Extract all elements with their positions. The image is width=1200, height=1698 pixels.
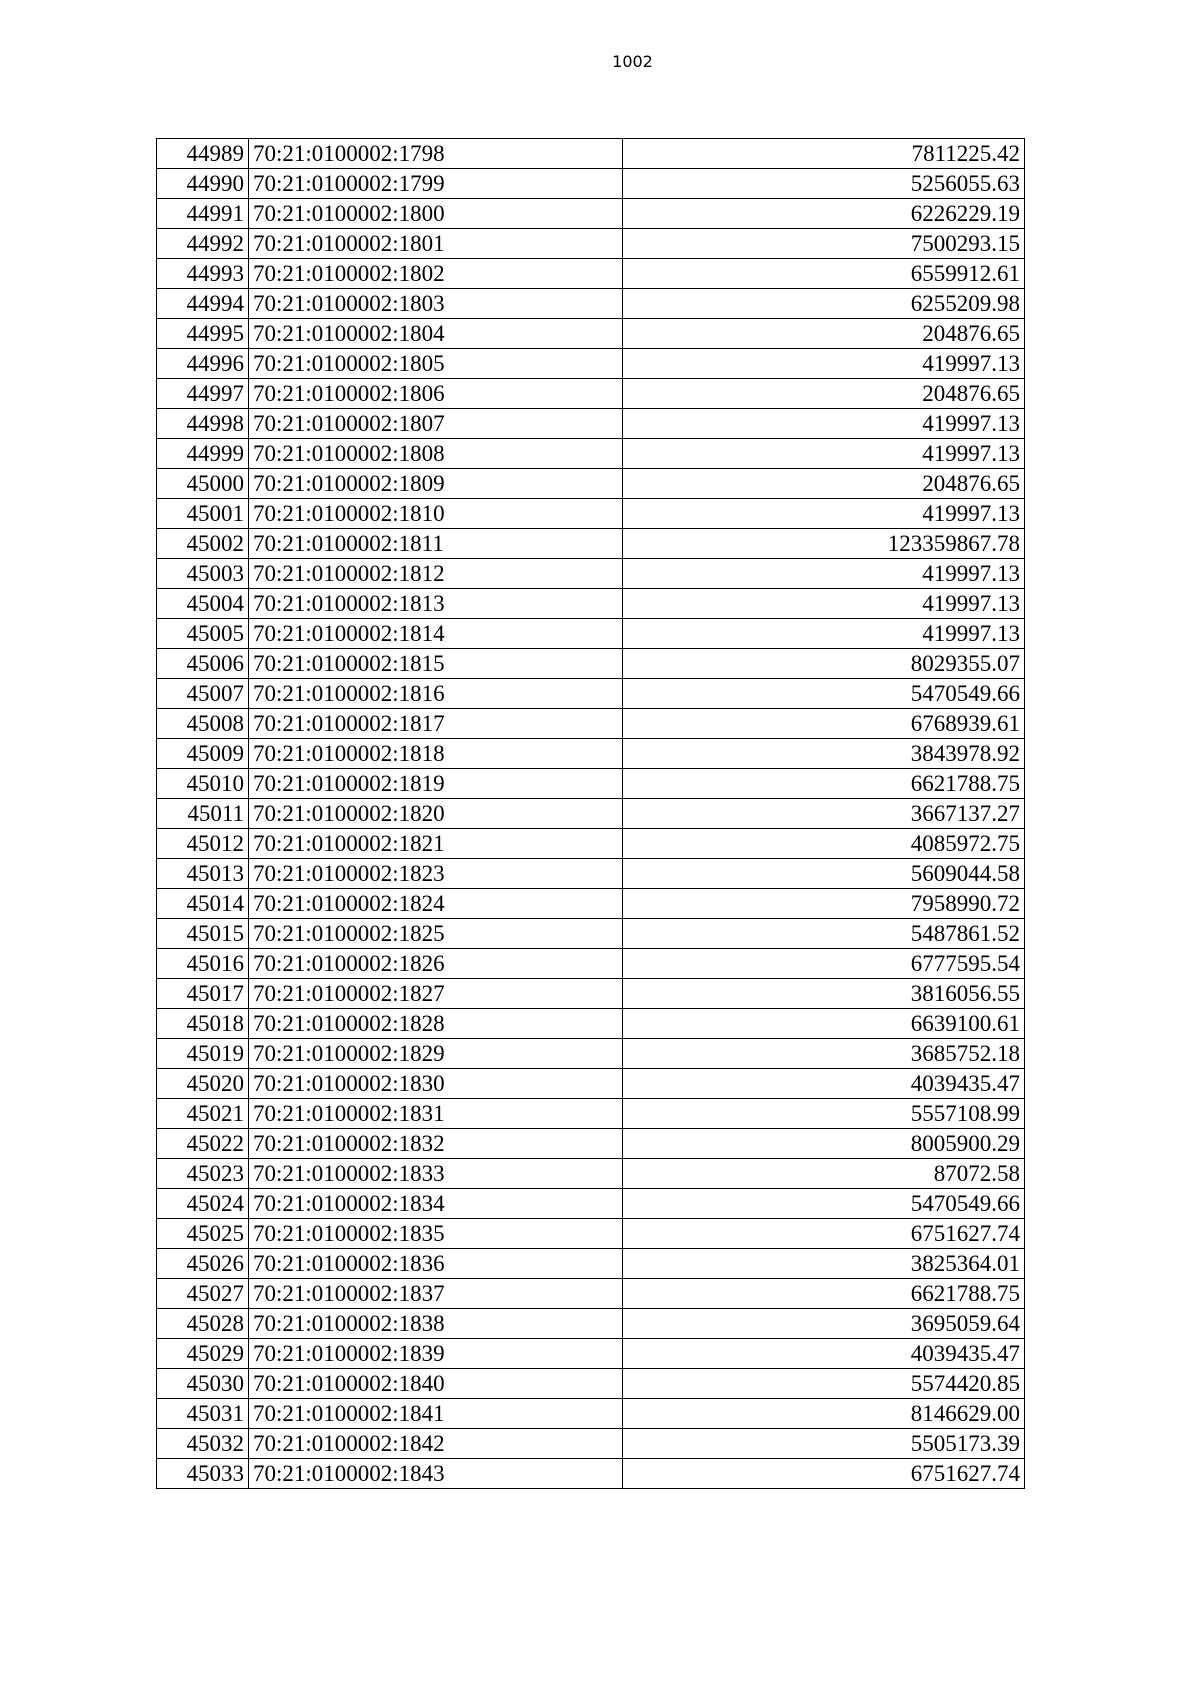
cadastral-number-cell: 70:21:0100002:1840 xyxy=(249,1369,623,1399)
cadastral-number-cell: 70:21:0100002:1820 xyxy=(249,799,623,829)
cadastral-value-cell: 6559912.61 xyxy=(623,259,1025,289)
row-number-cell: 45015 xyxy=(157,919,249,949)
cadastral-number-cell: 70:21:0100002:1841 xyxy=(249,1399,623,1429)
cadastral-value-cell: 6777595.54 xyxy=(623,949,1025,979)
table-row xyxy=(157,529,1025,559)
table-row xyxy=(157,1189,1025,1219)
cadastral-number-cell: 70:21:0100002:1830 xyxy=(249,1069,623,1099)
cadastral-value-cell: 3685752.18 xyxy=(623,1039,1025,1069)
cadastral-number-cell: 70:21:0100002:1819 xyxy=(249,769,623,799)
cadastral-value-cell: 4085972.75 xyxy=(623,829,1025,859)
row-number-cell: 45032 xyxy=(157,1429,249,1459)
cadastral-number-cell: 70:21:0100002:1803 xyxy=(249,289,623,319)
row-number-cell: 44993 xyxy=(157,259,249,289)
cadastral-number-cell: 70:21:0100002:1816 xyxy=(249,679,623,709)
table-row xyxy=(157,1279,1025,1309)
table-row xyxy=(157,709,1025,739)
row-number-cell: 45029 xyxy=(157,1339,249,1369)
row-number-cell: 45011 xyxy=(157,799,249,829)
table-body xyxy=(157,139,1025,1489)
cadastral-number-cell: 70:21:0100002:1804 xyxy=(249,319,623,349)
cadastral-number-cell: 70:21:0100002:1814 xyxy=(249,619,623,649)
row-number-cell: 45004 xyxy=(157,589,249,619)
cadastral-number-cell: 70:21:0100002:1827 xyxy=(249,979,623,1009)
row-number-cell: 45019 xyxy=(157,1039,249,1069)
row-number-cell: 45020 xyxy=(157,1069,249,1099)
cadastral-value-cell: 8029355.07 xyxy=(623,649,1025,679)
row-number-cell: 45003 xyxy=(157,559,249,589)
row-number-cell: 44998 xyxy=(157,409,249,439)
row-number-cell: 45008 xyxy=(157,709,249,739)
cadastral-value-cell: 3843978.92 xyxy=(623,739,1025,769)
row-number-cell: 44989 xyxy=(157,139,249,169)
row-number-cell: 45002 xyxy=(157,529,249,559)
table-row xyxy=(157,1069,1025,1099)
cadastral-value-table xyxy=(156,138,1025,1489)
table-row xyxy=(157,949,1025,979)
table-row xyxy=(157,1369,1025,1399)
table-row xyxy=(157,589,1025,619)
row-number-cell: 44992 xyxy=(157,229,249,259)
table-row xyxy=(157,619,1025,649)
cadastral-value-cell: 204876.65 xyxy=(623,469,1025,499)
cadastral-number-cell: 70:21:0100002:1818 xyxy=(249,739,623,769)
row-number-cell: 45024 xyxy=(157,1189,249,1219)
row-number-cell: 45009 xyxy=(157,739,249,769)
cadastral-value-cell: 6768939.61 xyxy=(623,709,1025,739)
row-number-cell: 45030 xyxy=(157,1369,249,1399)
cadastral-number-cell: 70:21:0100002:1798 xyxy=(249,139,623,169)
table-row xyxy=(157,1399,1025,1429)
row-number-cell: 45025 xyxy=(157,1219,249,1249)
table-row xyxy=(157,799,1025,829)
row-number-cell: 45031 xyxy=(157,1399,249,1429)
cadastral-number-cell: 70:21:0100002:1815 xyxy=(249,649,623,679)
table-row xyxy=(157,139,1025,169)
cadastral-number-cell: 70:21:0100002:1837 xyxy=(249,1279,623,1309)
table-row xyxy=(157,919,1025,949)
cadastral-number-cell: 70:21:0100002:1809 xyxy=(249,469,623,499)
table-row xyxy=(157,739,1025,769)
row-number-cell: 45017 xyxy=(157,979,249,1009)
row-number-cell: 45022 xyxy=(157,1129,249,1159)
cadastral-value-cell: 419997.13 xyxy=(623,619,1025,649)
row-number-cell: 45000 xyxy=(157,469,249,499)
cadastral-value-cell: 5470549.66 xyxy=(623,1189,1025,1219)
cadastral-number-cell: 70:21:0100002:1835 xyxy=(249,1219,623,1249)
page-number: 1002 xyxy=(612,52,653,71)
cadastral-number-cell: 70:21:0100002:1823 xyxy=(249,859,623,889)
cadastral-value-cell: 8005900.29 xyxy=(623,1129,1025,1159)
table-row xyxy=(157,469,1025,499)
cadastral-value-cell: 7500293.15 xyxy=(623,229,1025,259)
row-number-cell: 44999 xyxy=(157,439,249,469)
cadastral-number-cell: 70:21:0100002:1802 xyxy=(249,259,623,289)
cadastral-number-cell: 70:21:0100002:1838 xyxy=(249,1309,623,1339)
table-row xyxy=(157,1009,1025,1039)
cadastral-value-cell: 5557108.99 xyxy=(623,1099,1025,1129)
table-row xyxy=(157,349,1025,379)
cadastral-value-cell: 5574420.85 xyxy=(623,1369,1025,1399)
cadastral-value-cell: 419997.13 xyxy=(623,349,1025,379)
cadastral-value-cell: 5609044.58 xyxy=(623,859,1025,889)
cadastral-value-cell: 5487861.52 xyxy=(623,919,1025,949)
cadastral-value-cell: 87072.58 xyxy=(623,1159,1025,1189)
table-row xyxy=(157,1309,1025,1339)
table-row xyxy=(157,169,1025,199)
table-row xyxy=(157,889,1025,919)
row-number-cell: 45028 xyxy=(157,1309,249,1339)
row-number-cell: 45012 xyxy=(157,829,249,859)
cadastral-value-cell: 4039435.47 xyxy=(623,1339,1025,1369)
table-row xyxy=(157,1219,1025,1249)
table-row xyxy=(157,679,1025,709)
row-number-cell: 45033 xyxy=(157,1459,249,1489)
cadastral-value-cell: 8146629.00 xyxy=(623,1399,1025,1429)
row-number-cell: 44990 xyxy=(157,169,249,199)
table-row xyxy=(157,1429,1025,1459)
row-number-cell: 44997 xyxy=(157,379,249,409)
cadastral-value-cell: 4039435.47 xyxy=(623,1069,1025,1099)
table-row xyxy=(157,1159,1025,1189)
cadastral-number-cell: 70:21:0100002:1834 xyxy=(249,1189,623,1219)
row-number-cell: 45018 xyxy=(157,1009,249,1039)
table-row xyxy=(157,859,1025,889)
cadastral-number-cell: 70:21:0100002:1817 xyxy=(249,709,623,739)
cadastral-value-cell: 7958990.72 xyxy=(623,889,1025,919)
table-row xyxy=(157,289,1025,319)
table-row xyxy=(157,979,1025,1009)
cadastral-number-cell: 70:21:0100002:1826 xyxy=(249,949,623,979)
cadastral-value-cell: 6226229.19 xyxy=(623,199,1025,229)
row-number-cell: 45006 xyxy=(157,649,249,679)
cadastral-number-cell: 70:21:0100002:1821 xyxy=(249,829,623,859)
cadastral-number-cell: 70:21:0100002:1825 xyxy=(249,919,623,949)
cadastral-value-cell: 419997.13 xyxy=(623,589,1025,619)
cadastral-number-cell: 70:21:0100002:1843 xyxy=(249,1459,623,1489)
row-number-cell: 45023 xyxy=(157,1159,249,1189)
cadastral-value-cell: 419997.13 xyxy=(623,499,1025,529)
table-row xyxy=(157,199,1025,229)
table-row xyxy=(157,1339,1025,1369)
row-number-cell: 45013 xyxy=(157,859,249,889)
cadastral-value-cell: 5256055.63 xyxy=(623,169,1025,199)
cadastral-value-cell: 419997.13 xyxy=(623,559,1025,589)
table-row xyxy=(157,1039,1025,1069)
cadastral-number-cell: 70:21:0100002:1806 xyxy=(249,379,623,409)
table-row xyxy=(157,1099,1025,1129)
cadastral-value-cell: 5505173.39 xyxy=(623,1429,1025,1459)
row-number-cell: 45026 xyxy=(157,1249,249,1279)
cadastral-number-cell: 70:21:0100002:1831 xyxy=(249,1099,623,1129)
cadastral-number-cell: 70:21:0100002:1824 xyxy=(249,889,623,919)
table-row xyxy=(157,1249,1025,1279)
row-number-cell: 45005 xyxy=(157,619,249,649)
row-number-cell: 45010 xyxy=(157,769,249,799)
cadastral-value-cell: 123359867.78 xyxy=(623,529,1025,559)
cadastral-number-cell: 70:21:0100002:1805 xyxy=(249,349,623,379)
cadastral-value-cell: 6621788.75 xyxy=(623,1279,1025,1309)
row-number-cell: 44991 xyxy=(157,199,249,229)
cadastral-value-cell: 3695059.64 xyxy=(623,1309,1025,1339)
row-number-cell: 44994 xyxy=(157,289,249,319)
cadastral-number-cell: 70:21:0100002:1807 xyxy=(249,409,623,439)
cadastral-number-cell: 70:21:0100002:1839 xyxy=(249,1339,623,1369)
cadastral-value-cell: 6255209.98 xyxy=(623,289,1025,319)
cadastral-value-cell: 3825364.01 xyxy=(623,1249,1025,1279)
table-row xyxy=(157,829,1025,859)
cadastral-number-cell: 70:21:0100002:1828 xyxy=(249,1009,623,1039)
cadastral-value-cell: 5470549.66 xyxy=(623,679,1025,709)
cadastral-value-cell: 204876.65 xyxy=(623,319,1025,349)
table-row xyxy=(157,379,1025,409)
cadastral-number-cell: 70:21:0100002:1832 xyxy=(249,1129,623,1159)
cadastral-number-cell: 70:21:0100002:1813 xyxy=(249,589,623,619)
cadastral-value-cell: 3816056.55 xyxy=(623,979,1025,1009)
cadastral-value-cell: 419997.13 xyxy=(623,409,1025,439)
table-row xyxy=(157,229,1025,259)
cadastral-number-cell: 70:21:0100002:1799 xyxy=(249,169,623,199)
table-row xyxy=(157,1459,1025,1489)
cadastral-number-cell: 70:21:0100002:1811 xyxy=(249,529,623,559)
row-number-cell: 45027 xyxy=(157,1279,249,1309)
row-number-cell: 45021 xyxy=(157,1099,249,1129)
table-row xyxy=(157,769,1025,799)
cadastral-value-cell: 6751627.74 xyxy=(623,1219,1025,1249)
table-row xyxy=(157,319,1025,349)
table-row xyxy=(157,499,1025,529)
table-row xyxy=(157,559,1025,589)
cadastral-number-cell: 70:21:0100002:1812 xyxy=(249,559,623,589)
cadastral-number-cell: 70:21:0100002:1836 xyxy=(249,1249,623,1279)
table-row xyxy=(157,259,1025,289)
cadastral-value-cell: 6639100.61 xyxy=(623,1009,1025,1039)
cadastral-number-cell: 70:21:0100002:1810 xyxy=(249,499,623,529)
cadastral-number-cell: 70:21:0100002:1800 xyxy=(249,199,623,229)
cadastral-value-cell: 204876.65 xyxy=(623,379,1025,409)
cadastral-number-cell: 70:21:0100002:1801 xyxy=(249,229,623,259)
cadastral-number-cell: 70:21:0100002:1833 xyxy=(249,1159,623,1189)
cadastral-value-cell: 419997.13 xyxy=(623,439,1025,469)
table-row xyxy=(157,439,1025,469)
table-row xyxy=(157,1129,1025,1159)
row-number-cell: 45016 xyxy=(157,949,249,979)
cadastral-value-cell: 3667137.27 xyxy=(623,799,1025,829)
cadastral-number-cell: 70:21:0100002:1829 xyxy=(249,1039,623,1069)
cadastral-value-cell: 6751627.74 xyxy=(623,1459,1025,1489)
table-row xyxy=(157,409,1025,439)
row-number-cell: 45014 xyxy=(157,889,249,919)
row-number-cell: 44996 xyxy=(157,349,249,379)
table-row xyxy=(157,649,1025,679)
row-number-cell: 45007 xyxy=(157,679,249,709)
row-number-cell: 44995 xyxy=(157,319,249,349)
cadastral-number-cell: 70:21:0100002:1808 xyxy=(249,439,623,469)
cadastral-number-cell: 70:21:0100002:1842 xyxy=(249,1429,623,1459)
cadastral-value-cell: 7811225.42 xyxy=(623,139,1025,169)
cadastral-value-cell: 6621788.75 xyxy=(623,769,1025,799)
row-number-cell: 45001 xyxy=(157,499,249,529)
